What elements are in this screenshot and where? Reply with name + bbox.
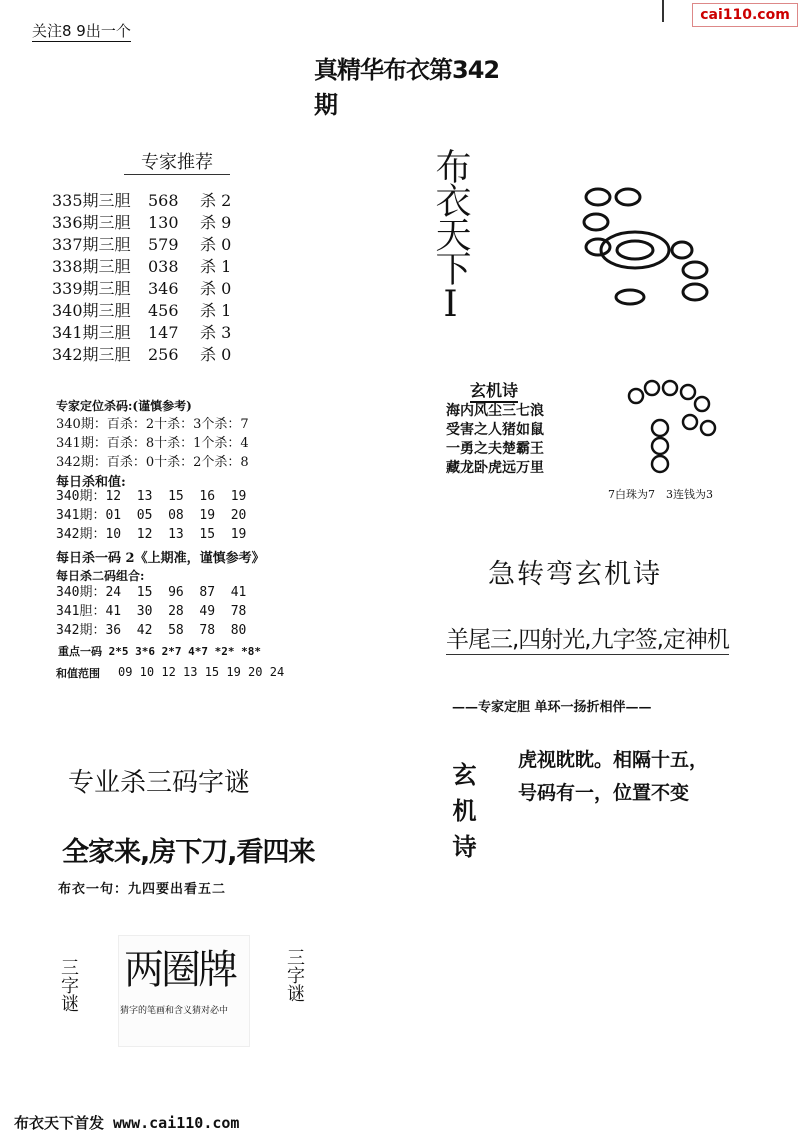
bead-icon xyxy=(616,189,640,205)
bead-icon xyxy=(683,284,707,300)
poem-line: 受害之人猪如鼠 xyxy=(446,422,544,438)
sum-range-label: 和值范围 xyxy=(56,667,100,680)
two-code-rows xyxy=(56,583,246,640)
turn-heading: 急转弯玄机诗 xyxy=(488,559,662,590)
key-code-line: 重点一码 2*5 3*6 2*7 4*7 *2* *8* xyxy=(58,645,261,658)
two-code-row: 341胆：41 30 28 49 78 xyxy=(56,604,247,619)
coin-icon xyxy=(652,420,668,436)
riddle-line: 布衣一句：九四要出看五二 xyxy=(58,882,227,897)
positional-row: 341期：百杀：8十杀：1个杀：4 xyxy=(56,436,249,451)
expert-row-period: 342期三胆 xyxy=(52,345,131,364)
sum-heading: 每日杀和值: xyxy=(56,475,126,490)
expert-row-period: 340期三胆 xyxy=(52,301,131,320)
expert-row-period: 341期三胆 xyxy=(52,323,131,342)
two-code-row: 340期：24 15 96 87 41 xyxy=(56,585,247,600)
expert-heading: 专家推荐 xyxy=(124,148,230,175)
sum-rows xyxy=(56,487,246,544)
xuanji-text-line-1: 虎视眈眈。相隔十五， xyxy=(518,749,709,771)
expert-row-period: 336期三胆 xyxy=(52,213,131,232)
poem-lines xyxy=(446,402,544,478)
riddle-side-right: 三字谜 xyxy=(284,948,305,1002)
bead-icon xyxy=(586,189,610,205)
two-code-row: 342期：36 42 58 78 80 xyxy=(56,623,247,638)
expert-row xyxy=(52,322,272,344)
coin-icon xyxy=(652,456,668,472)
coin-icon xyxy=(617,241,653,259)
xuanji-text-line-2: 号码有一，位置不变 xyxy=(518,782,690,804)
positional-row: 340期：百杀：2十杀：3个杀：7 xyxy=(56,417,249,432)
expert-row-nums: 456 xyxy=(148,301,179,320)
riddle-verse: 全家来,房下刀,看四来 xyxy=(62,837,315,868)
bead-icon xyxy=(701,421,715,435)
expert-row xyxy=(52,300,272,322)
divider-line xyxy=(662,0,664,22)
xuanji-label: 玄机诗 xyxy=(448,762,476,870)
coin-icon xyxy=(652,438,668,454)
sum-row: 342期：10 12 13 15 19 xyxy=(56,527,247,542)
bead-icon xyxy=(616,290,644,304)
riddle-glyph: 两圈牌 xyxy=(124,947,235,993)
page-title: 真精华布衣第342期 xyxy=(314,56,500,119)
poem-line: 藏龙卧虎远万里 xyxy=(446,460,544,476)
expert-row-kill: 杀 0 xyxy=(200,279,232,298)
expert-row xyxy=(52,344,272,366)
beads-illustration-top xyxy=(570,180,730,320)
expert-row-nums: 579 xyxy=(148,235,179,254)
riddle-side-left: 三字谜 xyxy=(58,958,79,1012)
expert-row-nums: 038 xyxy=(148,257,179,276)
expert-row-kill: 杀 0 xyxy=(200,345,232,364)
bead-icon xyxy=(683,415,697,429)
expert-row-kill: 杀 0 xyxy=(200,235,232,254)
expert-row-nums: 346 xyxy=(148,279,179,298)
sum-range-values: 09 10 12 13 15 19 20 24 xyxy=(118,665,285,679)
expert-row-period: 338期三胆 xyxy=(52,257,131,276)
site-badge[interactable]: cai110.com xyxy=(692,3,798,27)
bead-icon xyxy=(683,262,707,278)
turn-line: 羊尾三,四射光,九字签,定神机 xyxy=(446,621,729,655)
beads-caption: 7白珠为7 3连钱为3 xyxy=(608,488,713,501)
expert-row-kill: 杀 2 xyxy=(200,191,232,210)
bead-icon xyxy=(584,214,608,230)
positional-row: 342期：百杀：0十杀：2个杀：8 xyxy=(56,455,249,470)
bead-icon xyxy=(645,381,659,395)
poem-heading: 玄机诗 xyxy=(470,378,518,403)
positional-rows xyxy=(56,415,249,472)
bead-icon xyxy=(695,397,709,411)
expert-row-period: 335期三胆 xyxy=(52,191,131,210)
poem-line: 一勇之夫楚霸王 xyxy=(446,441,544,457)
sum-row: 340期：12 13 15 16 19 xyxy=(56,489,247,504)
expert-row-nums: 130 xyxy=(148,213,179,232)
header-note: 关注8 9出一个 xyxy=(32,22,131,40)
expert-row-nums: 147 xyxy=(148,323,179,342)
expert-row-kill: 杀 1 xyxy=(200,301,232,320)
expert-list xyxy=(52,190,272,366)
bead-icon xyxy=(629,389,643,403)
two-code-heading: 每日杀二码组合: xyxy=(56,569,145,583)
vertical-title: 布衣天下I xyxy=(430,148,471,323)
bead-icon xyxy=(663,381,677,395)
expert-row-nums: 568 xyxy=(148,191,179,210)
expert-row xyxy=(52,256,272,278)
expert-row xyxy=(52,234,272,256)
beads-illustration-poem xyxy=(622,378,732,478)
sum-row: 341期：01 05 08 19 20 xyxy=(56,508,247,523)
expert-row-kill: 杀 3 xyxy=(200,323,232,342)
expert-row xyxy=(52,212,272,234)
bead-icon xyxy=(681,385,695,399)
one-code-line: 每日杀一码 2《上期准，谨慎参考》 xyxy=(56,551,265,566)
expert-row-nums: 256 xyxy=(148,345,179,364)
positional-heading: 专家定位杀码:(谨慎参考) xyxy=(56,399,192,413)
riddle-heading: 专业杀三码字谜 xyxy=(68,768,251,798)
riddle-glyph-note: 猜字的笔画和含义猜对必中 xyxy=(120,1006,229,1016)
expert-row xyxy=(52,190,272,212)
expert-row-period: 339期三胆 xyxy=(52,279,131,298)
expert-row-period: 337期三胆 xyxy=(52,235,131,254)
expert-row-kill: 杀 9 xyxy=(200,213,232,232)
poem-line: 海内风尘三七浪 xyxy=(446,403,544,419)
expert-row xyxy=(52,278,272,300)
expert-guess-line: ——专家定胆 单环一扬折相伴—— xyxy=(452,700,652,715)
coin-icon xyxy=(601,232,669,268)
expert-row-kill: 杀 1 xyxy=(200,257,232,276)
bead-icon xyxy=(672,242,692,258)
footer-text[interactable]: 布衣天下首发 www.cai110.com xyxy=(14,1114,240,1132)
